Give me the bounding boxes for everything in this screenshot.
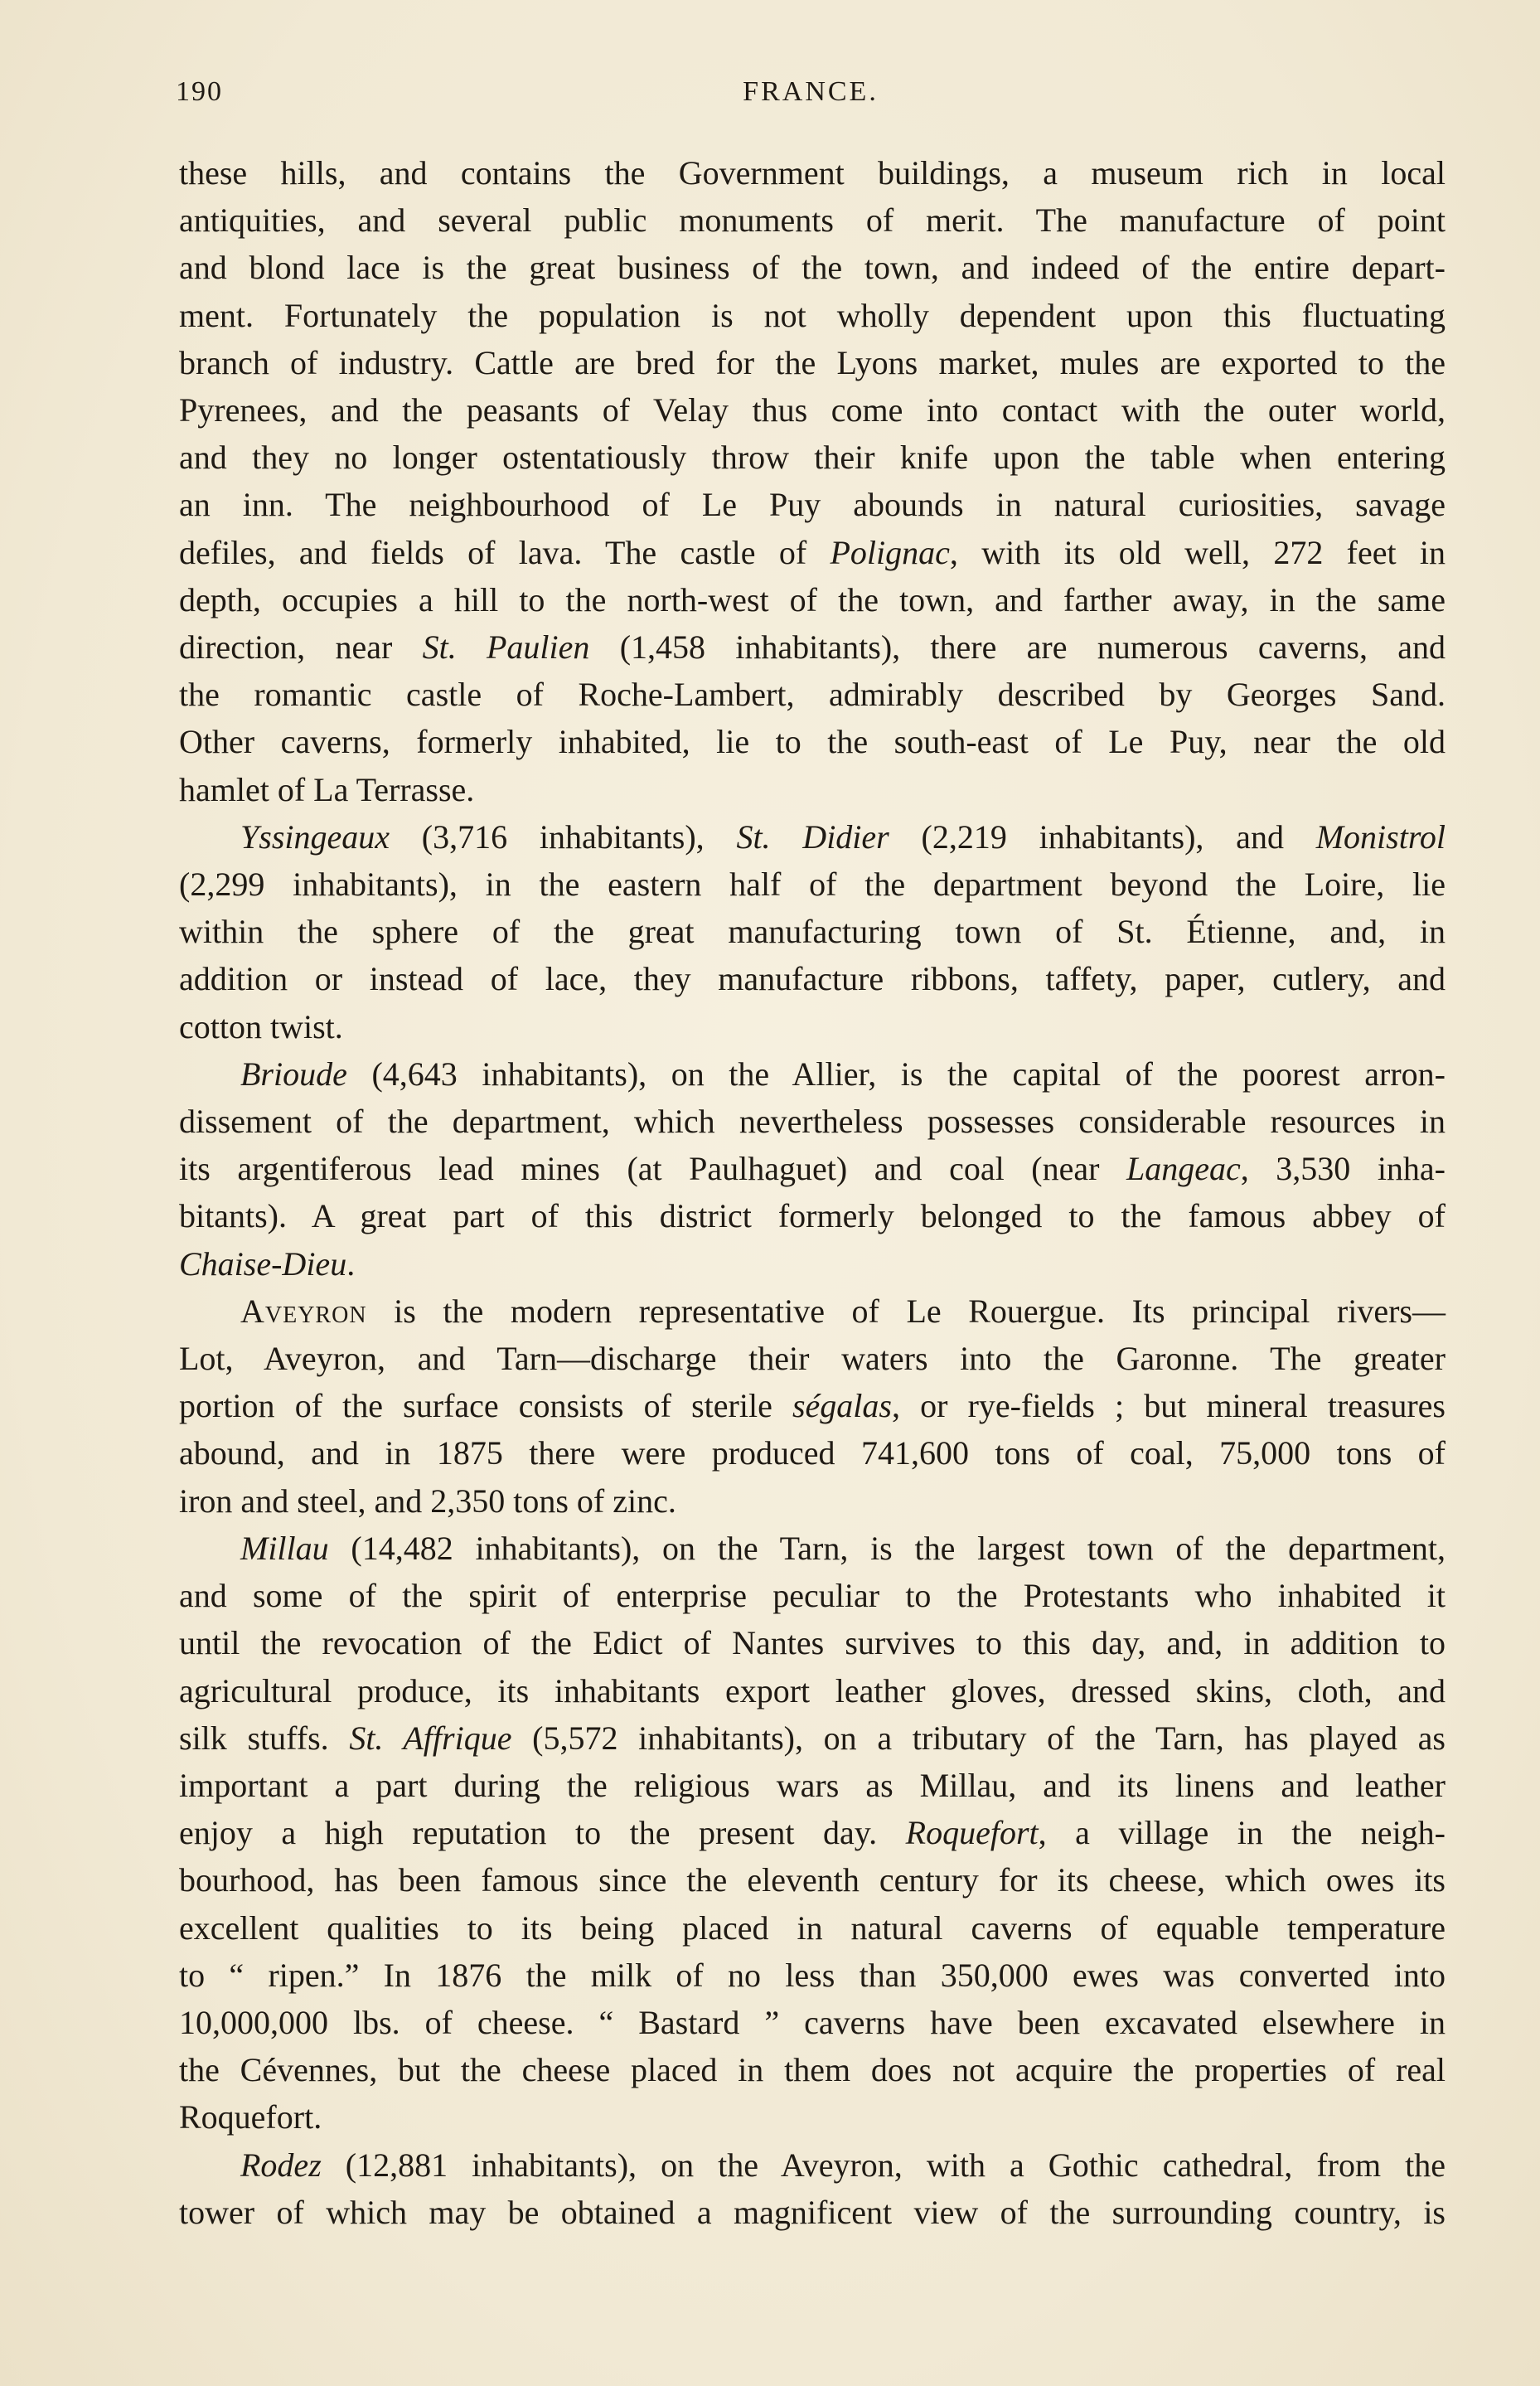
text-line: and blond lace is the great business of the town, and indeed of the entire depart- bbox=[179, 249, 1446, 287]
paragraph-p5 bbox=[179, 1525, 1446, 2141]
paragraph-p3 bbox=[179, 1050, 1446, 1288]
text-line: Aveyron is the modern representative of Le Rouergue. Its principal rivers— bbox=[240, 1292, 1446, 1330]
text-line: and they no longer ostentatiously throw their knife upon the table when entering bbox=[179, 439, 1446, 477]
text-line: these hills, and contains the Government buildings, a museum rich in local bbox=[179, 154, 1446, 192]
text-line: 10,000,000 lbs. of cheese. “ Bastard ” caverns have been excavated elsewhere in bbox=[179, 2003, 1446, 2041]
italic-name: Polignac bbox=[830, 533, 950, 571]
text-line: Pyrenees, and the peasants of Velay thus come into contact with the outer world, bbox=[179, 391, 1446, 429]
paragraph-p6 bbox=[179, 2141, 1446, 2236]
text-line: Chaise-Dieu. bbox=[179, 1244, 356, 1283]
text-line: Yssingeaux (3,716 inhabitants), St. Didier (2,219 inhabitants), and Monistrol bbox=[240, 817, 1446, 856]
italic-name: St. Didier bbox=[736, 817, 889, 856]
text-line: enjoy a high reputation to the present day. Roquefort, a village in the neigh- bbox=[179, 1814, 1446, 1852]
text-line: important a part during the religious wars as Millau, and its linens and leather bbox=[179, 1766, 1446, 1804]
text-line: Roquefort. bbox=[179, 2098, 322, 2136]
text-line: depth, occupies a hill to the north-west of the town, and farther away, in the same bbox=[179, 580, 1446, 618]
text-line: cotton twist. bbox=[179, 1007, 343, 1045]
italic-name: Chaise-Dieu bbox=[179, 1244, 347, 1283]
text-line: its argentiferous lead mines (at Paulhaguet) and coal (near Langeac, 3,530 inha- bbox=[179, 1150, 1446, 1188]
italic-name: Monistrol bbox=[1315, 817, 1446, 856]
body-text bbox=[179, 149, 1446, 2236]
text-line: tower of which may be obtained a magnificent view of the surrounding country, is bbox=[179, 2193, 1446, 2231]
text-line: defiles, and fields of lava. The castle of Polignac, with its old well, 272 feet in bbox=[179, 533, 1446, 571]
text-line: the romantic castle of Roche-Lambert, admirably described by Georges Sand. bbox=[179, 676, 1446, 714]
text-line: abound, and in 1875 there were produced 741,600 tons of coal, 75,000 tons of bbox=[179, 1434, 1446, 1472]
text-line: Millau (14,482 inhabitants), on the Tarn, is the largest town of the department, bbox=[240, 1529, 1446, 1567]
text-line: bourhood, has been famous since the eleventh century for its cheese, which owes its bbox=[179, 1861, 1446, 1899]
text-line: Rodez (12,881 inhabitants), on the Aveyron, with a Gothic cathedral, from the bbox=[240, 2146, 1446, 2184]
italic-name: Roquefort bbox=[905, 1814, 1039, 1852]
small-caps-heading: Aveyron bbox=[240, 1292, 367, 1330]
italic-name: Yssingeaux bbox=[240, 817, 390, 856]
text-line: Lot, Aveyron, and Tarn—discharge their waters into the Garonne. The greater bbox=[179, 1340, 1446, 1378]
text-line: hamlet of La Terrasse. bbox=[179, 770, 475, 808]
text-line: antiquities, and several public monuments of merit. The manufacture of point bbox=[179, 201, 1446, 240]
text-line: Brioude (4,643 inhabitants), on the Allier, is the capital of the poorest arron- bbox=[240, 1055, 1446, 1093]
text-line: addition or instead of lace, they manufacture ribbons, taffety, paper, cutlery, and bbox=[179, 960, 1446, 998]
text-line: portion of the surface consists of sterile ségalas, or rye-fields ; but mineral treasures bbox=[179, 1387, 1446, 1425]
text-line: ment. Fortunately the population is not wholly dependent upon this fluctuating bbox=[179, 296, 1446, 334]
text-line: bitants). A great part of this district formerly belonged to the famous abbey of bbox=[179, 1197, 1446, 1235]
text-line: direction, near St. Paulien (1,458 inhabitants), there are numerous caverns, and bbox=[179, 628, 1446, 667]
italic-name: St. Affrique bbox=[349, 1719, 512, 1757]
page-number: 190 bbox=[176, 76, 223, 107]
italic-name: Millau bbox=[240, 1529, 329, 1567]
text-line: an inn. The neighbourhood of Le Puy abounds in natural curiosities, savage bbox=[179, 486, 1446, 524]
text-line: iron and steel, and 2,350 tons of zinc. bbox=[179, 1482, 676, 1520]
italic-name: Langeac bbox=[1126, 1150, 1241, 1188]
italic-name: St. Paulien bbox=[422, 628, 590, 667]
italic-name: Brioude bbox=[240, 1055, 347, 1093]
text-line: until the revocation of the Edict of Nantes survives to this day, and, in addition to bbox=[179, 1624, 1446, 1662]
italic-name: Rodez bbox=[240, 2146, 322, 2184]
text-line: to “ ripen.” In 1876 the milk of no less than 350,000 ewes was converted into bbox=[179, 1956, 1446, 1994]
text-line: excellent qualities to its being placed in natural caverns of equable temperature bbox=[179, 1908, 1446, 1947]
text-line: branch of industry. Cattle are bred for the Lyons market, mules are exported to the bbox=[179, 343, 1446, 381]
text-line: Other caverns, formerly inhabited, lie to the south-east of Le Puy, near the old bbox=[179, 723, 1446, 761]
italic-name: ségalas bbox=[792, 1387, 892, 1425]
text-line: dissement of the department, which nevertheless possesses considerable resources in bbox=[179, 1103, 1446, 1141]
text-line: and some of the spirit of enterprise peculiar to the Protestants who inhabited it bbox=[179, 1577, 1446, 1615]
page-header bbox=[176, 76, 1446, 118]
text-line: agricultural produce, its inhabitants export leather gloves, dressed skins, cloth, and bbox=[179, 1671, 1446, 1709]
paragraph-p4 bbox=[179, 1288, 1446, 1525]
paragraph-p2 bbox=[179, 813, 1446, 1050]
running-title: FRANCE. bbox=[743, 76, 879, 107]
text-line: (2,299 inhabitants), in the eastern half of the department beyond the Loire, lie bbox=[179, 866, 1446, 904]
text-line: the Cévennes, but the cheese placed in them does not acquire the properties of real bbox=[179, 2051, 1446, 2089]
text-line: within the sphere of the great manufacturing town of St. Étienne, and, in bbox=[179, 913, 1446, 951]
paragraph-p1 bbox=[179, 149, 1446, 813]
text-line: silk stuffs. St. Affrique (5,572 inhabitants), on a tributary of the Tarn, has played as bbox=[179, 1719, 1446, 1757]
